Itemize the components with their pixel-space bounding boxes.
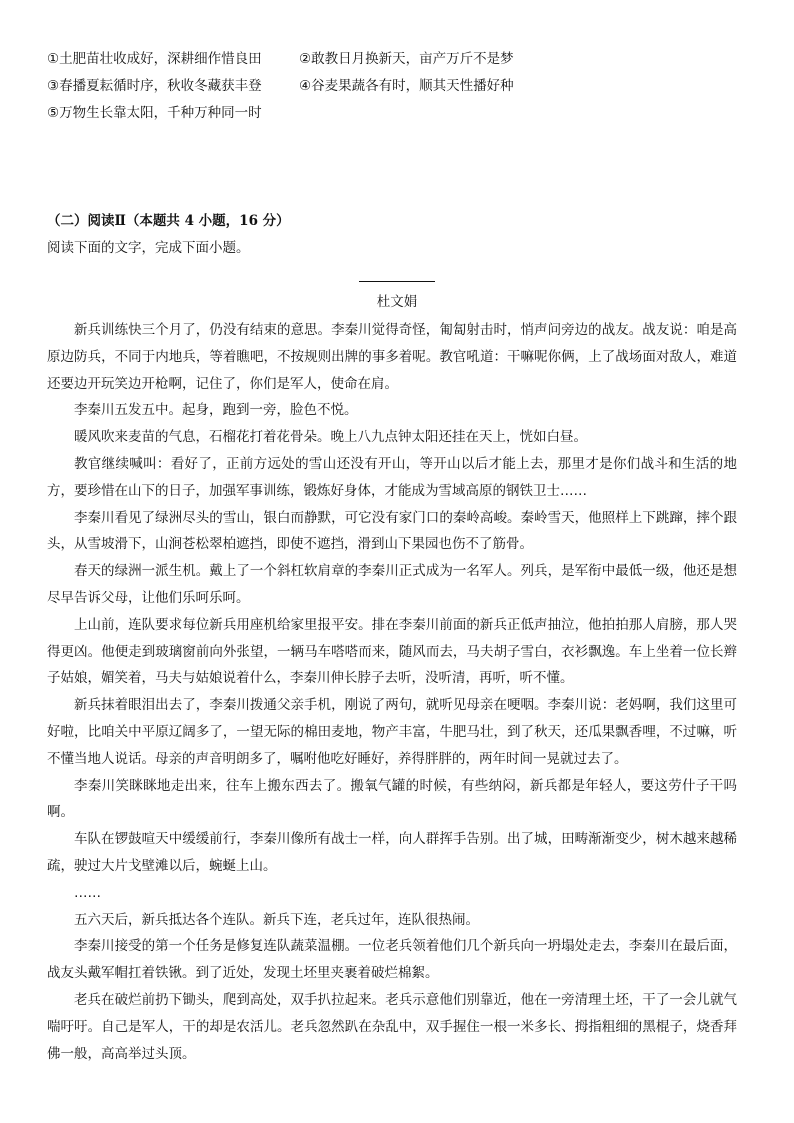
option-3: ③春播夏耘循时序，秋收冬藏获丰登 xyxy=(47,78,262,94)
article-title-blank xyxy=(359,281,435,282)
paragraph: 新兵抹着眼泪出去了，李秦川拨通父亲手机，刚说了两句，就听见母亲在哽咽。李秦川说：老妈啊，我们这里可好啦，比咱关中平原辽阔多了，一望无际的棉田麦地，物产丰富，牛肥马壮，到了秋天，还瓜果飘香哩，不过嘛，听不懂当地人说话。母亲的声音明朗多了，嘱咐他吃好睡好，养得胖胖的，两年时间一晃就过去了。 xyxy=(47,697,737,767)
paragraph: 暖风吹来麦苗的气息，石榴花打着花骨朵。晚上八九点钟太阳还挂在天上，恍如白昼。 xyxy=(74,429,587,446)
paragraph: 李秦川看见了绿洲尽头的雪山，银白而静默，可它没有家门口的秦岭高峻。秦岭雪天，他照样上下跳蹿，摔个跟头，从雪坡滑下，山涧苍松翠柏遮挡，即使不遮挡，滑到山下果园也伤不了筋骨。 xyxy=(47,509,737,553)
option-4: ④谷麦果蔬各有时，顺其天性播好种 xyxy=(299,78,514,94)
option-1: ①土肥苗壮收成好，深耕细作惜良田 xyxy=(47,51,262,67)
paragraph: 新兵训练快三个月了，仍没有结束的意思。李秦川觉得奇怪，匍匐射击时，悄声问旁边的战友。战友说：咱是高原边防兵，不同于内地兵，等着瞧吧，不按规则出牌的事多着呢。教官吼道：干嘛呢你俩，上了战场面对敌人，难道还要边开玩笑边开枪啊，记住了，你们是军人，使命在肩。 xyxy=(47,322,737,392)
paragraph: 五六天后，新兵抵达各个连队。新兵下连，老兵过年，连队很热闹。 xyxy=(74,911,479,928)
paragraph: 李秦川五发五中。起身，跑到一旁，脸色不悦。 xyxy=(74,402,358,419)
option-5: ⑤万物生长靠太阳，千种万种同一时 xyxy=(47,105,262,121)
paragraph: 上山前，连队要求每位新兵用座机给家里报平安。排在李秦川前面的新兵正低声抽泣，他拍拍那人肩膀，那人哭得更凶。他便走到玻璃窗前向外张望，一辆马车嗒嗒而来，随风而去，马夫胡子雪白，衣衫飘逸。车上坐着一位长辫子姑娘，媚笑着，马夫与姑娘说着什么，李秦川伸长脖子去听，没听清，再听，听不懂。 xyxy=(47,616,737,687)
section-title: （二）阅读Ⅱ（本题共 4 小题，16 分） xyxy=(47,213,290,229)
paragraph: 教官继续喊叫：看好了，正前方远处的雪山还没有开山，等开山以后才能上去，那里才是你们战斗和生活的地方，要珍惜在山下的日子，加强军事训练，锻炼好身体，才能成为雪域高原的钢铁卫士…… xyxy=(47,455,737,499)
paragraph: 李秦川接受的第一个任务是修复连队蔬菜温棚。一位老兵领着他们几个新兵向一坍塌处走去，李秦川在最后面，战友头戴军帽扛着铁锹。到了近处，发现土坯里夹裹着破烂棉絮。 xyxy=(47,938,737,982)
paragraph: 春天的绿洲一派生机。戴上了一个斜杠软肩章的李秦川正式成为一名军人。列兵，是军衔中最低一级，他还是想尽早告诉父母，让他们乐呵乐呵。 xyxy=(47,563,737,606)
paragraph: 李秦川笑眯眯地走出来，往车上搬东西去了。搬氧气罐的时候，有些纳闷，新兵都是年轻人，要这劳什子干吗啊。 xyxy=(47,777,737,821)
paragraph: 老兵在破烂前扔下锄头，爬到高处，双手扒拉起来。老兵示意他们别靠近，他在一旁清理土坯，干了一会儿就气喘吁吁。自己是军人，干的却是农活儿。老兵忽然趴在杂乱中，双手握住一根一米多长、拇指粗细的黑棍子，烧香拜佛一般，高高举过头顶。 xyxy=(47,991,737,1062)
paragraph: 车队在锣鼓喧天中缓缓前行，李秦川像所有战士一样，向人群挥手告别。出了城，田畴渐渐变少，树木越来越稀疏，驶过大片戈壁滩以后，蜿蜒上山。 xyxy=(47,831,737,874)
paragraph-ellipsis: …… xyxy=(74,884,101,901)
article-author: 杜文娟 xyxy=(376,294,418,310)
article-body xyxy=(47,317,737,1067)
section-instruction: 阅读下面的文字，完成下面小题。 xyxy=(47,240,250,256)
option-2: ②敢教日月换新天，亩产万斤不是梦 xyxy=(299,51,514,67)
